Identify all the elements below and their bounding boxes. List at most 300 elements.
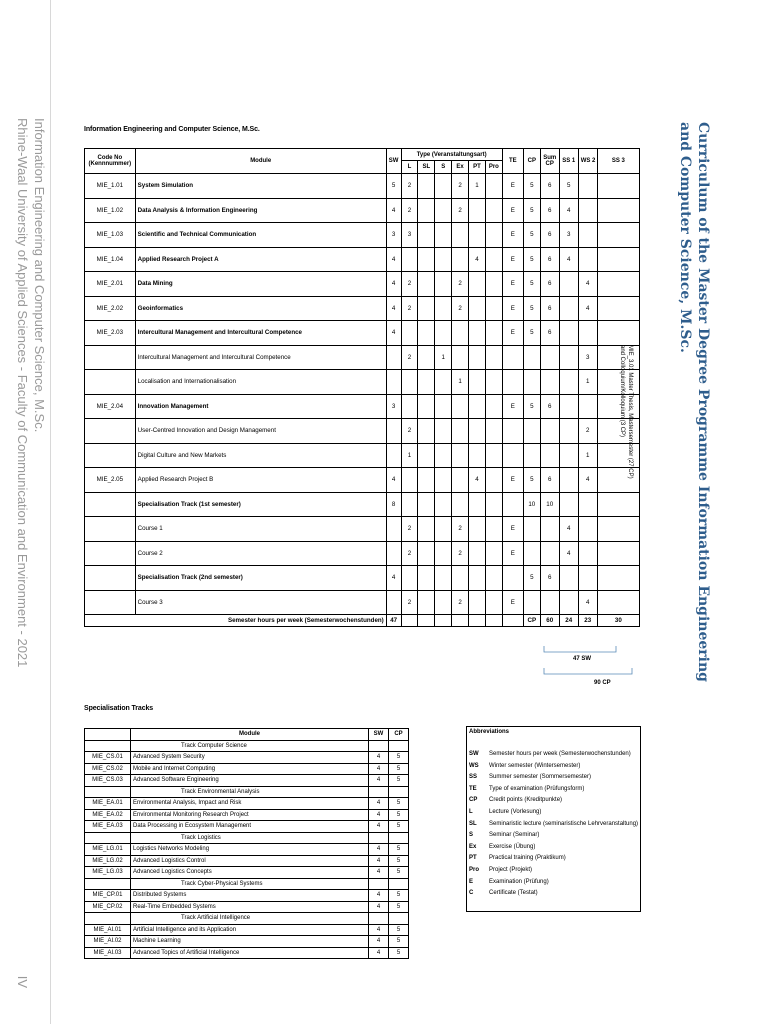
cell-sum: 6	[540, 566, 559, 591]
cell-cp	[523, 517, 540, 542]
table-row	[85, 394, 640, 419]
table-row	[85, 809, 409, 821]
header-pt: PT	[469, 161, 486, 174]
cell-ss3	[597, 174, 639, 199]
margin-divider	[50, 0, 51, 1024]
spec-cell-code: MIE_CS.03	[85, 775, 131, 787]
spec-cell-module: Track Cyber-Physical Systems	[131, 878, 369, 890]
cell-ws2: 4	[578, 296, 597, 321]
cell-ex	[452, 468, 469, 493]
cell-s	[435, 541, 452, 566]
cell-ss3	[597, 443, 639, 468]
cell-l	[401, 321, 418, 346]
cell-sw: 3	[386, 394, 401, 419]
spec-cell-module: Data Processing in Ecosystem Management	[131, 821, 369, 833]
cell-ws2	[578, 223, 597, 248]
cell-cp: 5	[523, 296, 540, 321]
cell-ss3	[597, 517, 639, 542]
cell-sw: 4	[386, 296, 401, 321]
cell-ex: 2	[452, 198, 469, 223]
cell-ss3	[597, 345, 639, 370]
cell-pt	[469, 492, 486, 517]
cell-sw: 4	[386, 566, 401, 591]
cell-module: System Simulation	[135, 174, 386, 199]
cell-code: MIE_1.04	[85, 247, 136, 272]
cell-l: 2	[401, 419, 418, 444]
cell-ws2	[578, 247, 597, 272]
cell-module: Innovation Management	[135, 394, 386, 419]
cell-ex	[452, 345, 469, 370]
cell-code: MIE_1.02	[85, 198, 136, 223]
summary-label: Semester hours per week (Semesterwochenstunden)	[85, 615, 387, 627]
spec-cell-cp: 5	[389, 901, 409, 913]
cell-ss3	[597, 272, 639, 297]
cell-sl	[418, 468, 435, 493]
cell-te: E	[502, 174, 523, 199]
cell-sw: 4	[386, 468, 401, 493]
spec-cell-sw: 4	[369, 901, 389, 913]
cell-sum	[540, 590, 559, 615]
cell-sl	[418, 517, 435, 542]
table-row	[85, 419, 640, 444]
abbreviation-value: Semester hours per week (Semesterwochenstunden)	[489, 751, 631, 757]
cell-module: Course 2	[135, 541, 386, 566]
cell-cp: 10	[523, 492, 540, 517]
cell-sum	[540, 345, 559, 370]
cell-pt	[469, 272, 486, 297]
cell-ex	[452, 223, 469, 248]
cell-ex	[452, 492, 469, 517]
spec-header-cp: CP	[389, 729, 409, 741]
spec-cell-module: Track Logistics	[131, 832, 369, 844]
header-type: Type (Veranstaltungsart)	[401, 149, 502, 161]
cell-te: E	[502, 394, 523, 419]
abbreviation-item	[467, 842, 640, 854]
spec-cell-cp	[389, 832, 409, 844]
cell-code	[85, 345, 136, 370]
cell-code: MIE_2.02	[85, 296, 136, 321]
spec-cell-code: MIE_EA.03	[85, 821, 131, 833]
cell-sum: 6	[540, 247, 559, 272]
cell-pro	[485, 370, 502, 395]
cell-cp	[523, 590, 540, 615]
cell-te: E	[502, 321, 523, 346]
cell-sw	[386, 345, 401, 370]
cell-te: E	[502, 296, 523, 321]
abbreviations-box	[466, 726, 641, 912]
table-row	[85, 775, 409, 787]
cell-ws2: 2	[578, 419, 597, 444]
table-row	[85, 272, 640, 297]
cell-code	[85, 590, 136, 615]
cell-ss1: 3	[559, 223, 578, 248]
cell-sw	[386, 541, 401, 566]
cell-l: 2	[401, 198, 418, 223]
spec-cell-sw	[369, 878, 389, 890]
cell-pro	[485, 517, 502, 542]
cell-cp	[523, 370, 540, 395]
cell-cp	[523, 541, 540, 566]
spec-cell-sw	[369, 786, 389, 798]
cell-te: E	[502, 541, 523, 566]
cell-s	[435, 370, 452, 395]
curriculum-table	[84, 148, 640, 627]
spec-cell-module: Advanced Software Engineering	[131, 775, 369, 787]
cell-code	[85, 419, 136, 444]
spec-cell-code: MIE_AI.01	[85, 924, 131, 936]
abbreviation-value: Exercise (Übung)	[489, 843, 536, 850]
master-thesis-note-line-1: MIE_3.01 Master Thesis, Mastersemester (27 CP)	[627, 345, 633, 479]
cell-code	[85, 492, 136, 517]
spec-cell-sw: 4	[369, 821, 389, 833]
cell-sl	[418, 370, 435, 395]
summary-sum: 60	[540, 615, 559, 627]
cell-l	[401, 247, 418, 272]
cell-pt	[469, 345, 486, 370]
cp-brace	[544, 668, 632, 674]
cell-te: E	[502, 272, 523, 297]
cell-sl	[418, 198, 435, 223]
cell-sl	[418, 492, 435, 517]
cell-ss3	[597, 566, 639, 591]
spec-cell-module: Machine Learning	[131, 936, 369, 948]
cell-l	[401, 492, 418, 517]
cell-sl	[418, 174, 435, 199]
cell-ws2	[578, 492, 597, 517]
cell-pt	[469, 198, 486, 223]
table-row	[85, 752, 409, 764]
cell-code	[85, 517, 136, 542]
cell-ws2: 4	[578, 468, 597, 493]
cell-sw: 8	[386, 492, 401, 517]
cell-pt: 1	[469, 174, 486, 199]
cell-ex: 2	[452, 541, 469, 566]
cell-sw	[386, 370, 401, 395]
cell-pro	[485, 223, 502, 248]
cell-s	[435, 321, 452, 346]
spec-cell-code: MIE_LG.03	[85, 867, 131, 879]
cell-ex: 1	[452, 370, 469, 395]
table-row	[85, 198, 640, 223]
cell-sl	[418, 419, 435, 444]
abbreviation-key: C	[469, 890, 474, 897]
spec-cell-module: Advanced Logistics Concepts	[131, 867, 369, 879]
cell-ex: 2	[452, 174, 469, 199]
abbreviations-title: Abbreviations	[469, 729, 510, 735]
cell-te: E	[502, 198, 523, 223]
cell-ss1: 4	[559, 247, 578, 272]
abbreviation-item	[467, 888, 640, 900]
spec-cell-cp: 5	[389, 798, 409, 810]
cell-sl	[418, 272, 435, 297]
abbreviation-item	[467, 830, 640, 842]
cell-pro	[485, 198, 502, 223]
cell-ws2	[578, 198, 597, 223]
track-row	[85, 913, 409, 925]
cell-l: 2	[401, 272, 418, 297]
spec-cell-module: Track Artificial Intelligence	[131, 913, 369, 925]
table-row	[85, 492, 640, 517]
cell-ws2: 3	[578, 345, 597, 370]
cell-pt: 4	[469, 247, 486, 272]
sidebar-footer	[8, 118, 48, 988]
cell-s	[435, 468, 452, 493]
cell-s	[435, 492, 452, 517]
table-row	[85, 844, 409, 856]
cell-te	[502, 419, 523, 444]
spec-cell-cp: 5	[389, 752, 409, 764]
spec-cell-code: MIE_LG.01	[85, 844, 131, 856]
cell-pt	[469, 370, 486, 395]
cell-ss3	[597, 223, 639, 248]
cell-sl	[418, 296, 435, 321]
spec-heading: Specialisation Tracks	[84, 705, 154, 712]
cell-ss3	[597, 198, 639, 223]
cell-module: Intercultural Management and Intercultural Competence	[135, 321, 386, 346]
table-row	[85, 443, 640, 468]
cell-pro	[485, 296, 502, 321]
cell-module: Geoinformatics	[135, 296, 386, 321]
table-row	[85, 763, 409, 775]
cell-cp: 5	[523, 394, 540, 419]
spec-cell-module: Distributed Systems	[131, 890, 369, 902]
cell-ss3	[597, 247, 639, 272]
page-number: IV	[15, 975, 30, 988]
cell-ws2: 4	[578, 272, 597, 297]
header-te: TE	[502, 149, 523, 174]
cell-l: 2	[401, 590, 418, 615]
spec-cell-code: MIE_CP.02	[85, 901, 131, 913]
cell-ss3	[597, 468, 639, 493]
cell-te	[502, 492, 523, 517]
cell-code: MIE_2.01	[85, 272, 136, 297]
cell-sl	[418, 321, 435, 346]
cell-pt	[469, 394, 486, 419]
cell-ws2: 1	[578, 443, 597, 468]
header-cp: CP	[523, 149, 540, 174]
spec-cell-module: Track Computer Science	[131, 740, 369, 752]
header-module: Module	[135, 149, 386, 174]
summary-ss1: 24	[559, 615, 578, 627]
spec-cell-code: MIE_CS.01	[85, 752, 131, 764]
abbreviation-value: Winter semester (Wintersemester)	[489, 762, 581, 769]
spec-cell-cp	[389, 878, 409, 890]
table-row	[85, 247, 640, 272]
cell-module: Specialisation Track (1st semester)	[135, 492, 386, 517]
cell-pro	[485, 443, 502, 468]
spec-cell-module: Environmental Monitoring Research Project	[131, 809, 369, 821]
cell-ss1	[559, 492, 578, 517]
cell-cp: 5	[523, 468, 540, 493]
spec-cell-code: MIE_AI.03	[85, 947, 131, 959]
table-row	[85, 901, 409, 913]
cell-ss1	[559, 394, 578, 419]
table-row	[85, 855, 409, 867]
header-l: L	[401, 161, 418, 174]
sidebar-university: Rhine-Waal University of Applied Sciences - Faculty of Communication and Environment - 2021	[15, 118, 30, 668]
cell-l: 2	[401, 345, 418, 370]
spec-cell-sw: 4	[369, 798, 389, 810]
track-row	[85, 740, 409, 752]
cell-l	[401, 394, 418, 419]
cell-ss3	[597, 541, 639, 566]
cell-ws2	[578, 517, 597, 542]
cell-te	[502, 443, 523, 468]
spec-cell-sw: 4	[369, 947, 389, 959]
cell-ss1: 5	[559, 174, 578, 199]
table-row	[85, 798, 409, 810]
header-ss1: SS 1	[559, 149, 578, 174]
table-row	[85, 936, 409, 948]
spec-cell-sw: 4	[369, 809, 389, 821]
cell-ss1	[559, 468, 578, 493]
cell-code	[85, 541, 136, 566]
cell-s	[435, 590, 452, 615]
cell-module: Applied Research Project A	[135, 247, 386, 272]
abbreviation-item	[467, 749, 640, 761]
cell-sum	[540, 541, 559, 566]
total-sw: 47 SW	[573, 656, 592, 662]
cell-sum: 6	[540, 468, 559, 493]
table-row	[85, 947, 409, 959]
cell-ws2	[578, 174, 597, 199]
abbreviation-item	[467, 784, 640, 796]
spec-cell-cp: 5	[389, 890, 409, 902]
cell-pro	[485, 321, 502, 346]
abbreviation-value: Certificate (Testat)	[489, 890, 538, 897]
cell-module: Intercultural Management and Intercultural Competence	[135, 345, 386, 370]
cell-cp: 5	[523, 223, 540, 248]
cell-module: Specialisation Track (2nd semester)	[135, 566, 386, 591]
cell-sum: 6	[540, 394, 559, 419]
table-row	[85, 566, 640, 591]
cell-pt	[469, 296, 486, 321]
spec-cell-code: MIE_CS.02	[85, 763, 131, 775]
abbreviation-key: Ex	[469, 843, 477, 850]
spec-cell-sw: 4	[369, 867, 389, 879]
cell-sl	[418, 541, 435, 566]
spec-cell-cp: 5	[389, 844, 409, 856]
summary-cp-label: CP	[523, 615, 540, 627]
master-thesis-note-line-2: and Colloquium/Kolloquium (3 CP)	[619, 345, 625, 438]
cell-sum: 6	[540, 272, 559, 297]
spec-cell-sw	[369, 832, 389, 844]
cell-sw: 3	[386, 223, 401, 248]
cell-cp: 5	[523, 247, 540, 272]
cell-ex	[452, 566, 469, 591]
cell-l: 2	[401, 174, 418, 199]
cell-ss1	[559, 443, 578, 468]
table-row	[85, 821, 409, 833]
cell-sl	[418, 247, 435, 272]
cell-cp: 5	[523, 272, 540, 297]
cell-sw: 4	[386, 247, 401, 272]
abbreviation-key: L	[469, 808, 473, 815]
cell-sw: 4	[386, 321, 401, 346]
spec-cell-module: Logistics Networks Modeling	[131, 844, 369, 856]
spec-cell-module: Real-Time Embedded Systems	[131, 901, 369, 913]
spec-cell-code	[85, 832, 131, 844]
table-row	[85, 468, 640, 493]
abbreviation-value: Seminar (Seminar)	[489, 832, 540, 839]
cell-l	[401, 468, 418, 493]
spec-cell-sw: 4	[369, 890, 389, 902]
spec-cell-sw: 4	[369, 855, 389, 867]
cell-sum: 6	[540, 321, 559, 346]
cell-s	[435, 419, 452, 444]
header-code: Code No (Kennnummer)	[85, 149, 136, 174]
cell-cp: 5	[523, 198, 540, 223]
cell-pt	[469, 321, 486, 346]
cell-ss1: 4	[559, 198, 578, 223]
spec-cell-code: MIE_EA.01	[85, 798, 131, 810]
cell-cp	[523, 443, 540, 468]
abbreviation-key: WS	[469, 762, 479, 769]
cell-s	[435, 223, 452, 248]
table-row	[85, 541, 640, 566]
cell-l: 1	[401, 443, 418, 468]
abbreviation-key: CP	[469, 797, 478, 804]
abbreviation-item	[467, 807, 640, 819]
cell-sum: 10	[540, 492, 559, 517]
cell-cp	[523, 345, 540, 370]
cell-code: MIE_2.05	[85, 468, 136, 493]
cell-module: Digital Culture and New Markets	[135, 443, 386, 468]
header-sl: SL	[418, 161, 435, 174]
cell-ex	[452, 394, 469, 419]
cell-cp: 5	[523, 174, 540, 199]
spec-header-sw: SW	[369, 729, 389, 741]
spec-cell-sw: 4	[369, 936, 389, 948]
spec-cell-module: Mobile and Internet Computing	[131, 763, 369, 775]
cell-pt	[469, 590, 486, 615]
track-row	[85, 878, 409, 890]
abbreviation-value: Summer semester (Sommersemester)	[489, 774, 592, 781]
spec-cell-cp: 5	[389, 947, 409, 959]
cell-ws2	[578, 394, 597, 419]
cell-ss1	[559, 272, 578, 297]
abbreviation-item	[467, 819, 640, 831]
cell-ss3	[597, 296, 639, 321]
curriculum-title-line-2: and Computer Science, M.Sc.	[677, 122, 693, 353]
cell-pro	[485, 174, 502, 199]
cell-l	[401, 566, 418, 591]
cell-s	[435, 296, 452, 321]
cell-ex	[452, 321, 469, 346]
spec-cell-code	[85, 786, 131, 798]
cell-l: 2	[401, 541, 418, 566]
cell-ex: 2	[452, 590, 469, 615]
table-row	[85, 517, 640, 542]
cell-s	[435, 174, 452, 199]
spec-cell-cp: 5	[389, 924, 409, 936]
cell-l: 2	[401, 517, 418, 542]
abbreviation-item	[467, 853, 640, 865]
document-heading: Information Engineering and Computer Science, M.Sc.	[84, 126, 260, 133]
abbreviation-value: Practical training (Praktikum)	[489, 855, 566, 862]
header-ex: Ex	[452, 161, 469, 174]
cell-ss1	[559, 566, 578, 591]
abbreviation-item	[467, 795, 640, 807]
abbreviation-value: Examination (Prüfung)	[489, 878, 549, 885]
spec-cell-code: MIE_LG.02	[85, 855, 131, 867]
cell-sw: 4	[386, 272, 401, 297]
cell-code: MIE_1.03	[85, 223, 136, 248]
specialisation-table	[84, 728, 409, 959]
spec-cell-sw: 4	[369, 775, 389, 787]
cell-ws2	[578, 321, 597, 346]
abbreviation-value: Type of examination (Prüfungsform)	[489, 785, 585, 792]
